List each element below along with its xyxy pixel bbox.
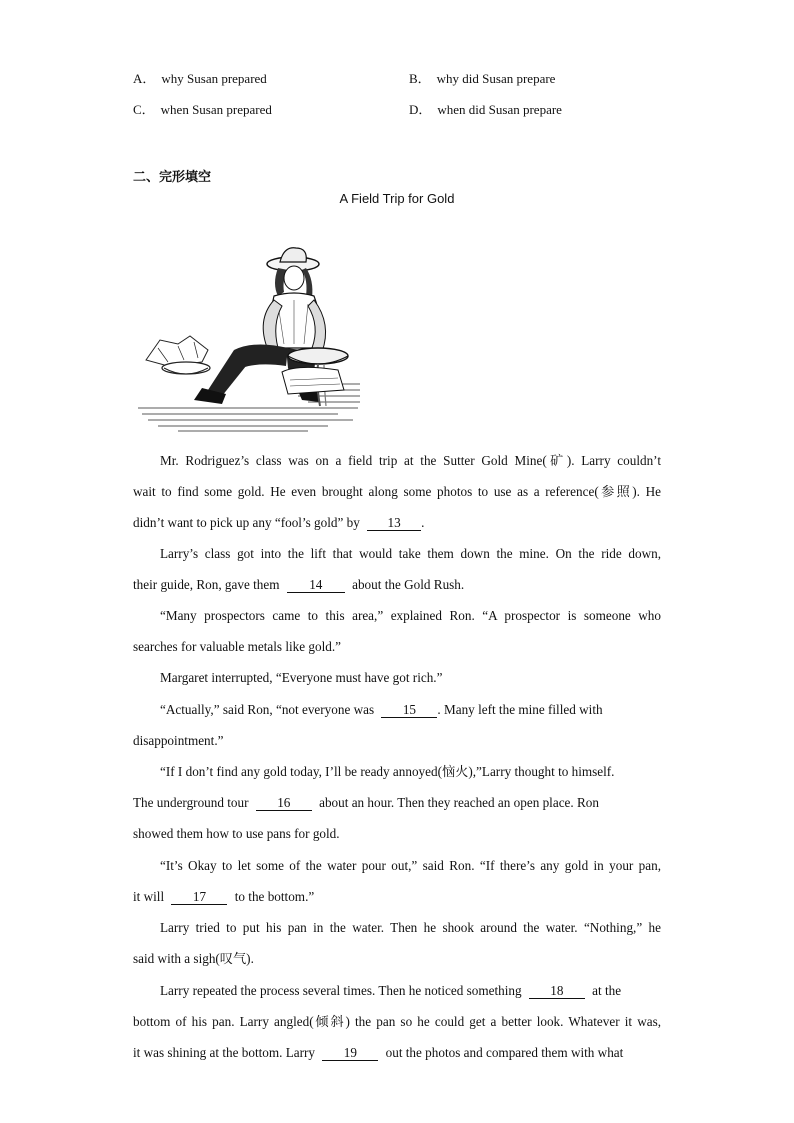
passage-line-20-text: it was shining at the bottom. Larry [133, 1045, 316, 1060]
option-c-text: when Susan prepared [160, 102, 272, 117]
option-a-letter: A． [133, 71, 156, 86]
blank-15[interactable]: 15 [381, 703, 437, 718]
passage-line-7: searches for valuable metals like gold.” [133, 639, 341, 654]
passage-line-9-end: . Many left the mine filled with [437, 702, 603, 717]
option-a-text: why Susan prepared [161, 71, 267, 86]
passage-line-10: disappointment.” [133, 733, 224, 748]
passage-line-1: Mr. Rodriguez’s class was on a field trip at the Sutter Gold Mine(矿). Larry couldn’t [160, 453, 661, 468]
passage-line-12 [133, 793, 661, 813]
passage-line-20-end: out the photos and compared them with what [385, 1045, 624, 1060]
passage-line-12-text: The underground tour [133, 795, 249, 810]
prospector-illustration [138, 240, 364, 436]
passage-line-9 [133, 700, 661, 720]
passage-line-18-end: at the [592, 983, 622, 998]
option-b-text: why did Susan prepare [436, 71, 556, 86]
passage-line-5 [133, 575, 661, 595]
passage-line-4: Larry’s class got into the lift that would take them down the mine. On the ride down, [160, 546, 661, 561]
passage-line-9-text: “Actually,” said Ron, “not everyone was [160, 702, 375, 717]
passage-line-3 [133, 513, 661, 533]
passage-line-3-end: . [421, 515, 425, 530]
prospector-drawing [138, 240, 364, 436]
option-c [133, 99, 272, 118]
passage-line-15-text: it will [133, 889, 165, 904]
passage-line-18-text: Larry repeated the process several times. Then he noticed something [160, 983, 522, 998]
passage-line-13: showed them how to use pans for gold. [133, 826, 340, 841]
passage-line-15-end: to the bottom.” [234, 889, 315, 904]
option-d [409, 99, 562, 118]
passage-line-18 [133, 981, 661, 1001]
passage-line-14: “It’s Okay to let some of the water pour out,” said Ron. “If there’s any gold in your pan, [160, 858, 661, 873]
passage-line-6: “Many prospectors came to this area,” explained Ron. “A prospector is someone who [160, 608, 661, 623]
passage-line-3-text: didn’t want to pick up any “fool’s gold” by [133, 515, 360, 530]
option-c-letter: C． [133, 102, 155, 117]
passage-line-17: said with a sigh(叹气). [133, 951, 254, 966]
passage-line-5-end: about the Gold Rush. [352, 577, 465, 592]
blank-16[interactable]: 16 [256, 796, 312, 811]
blank-17[interactable]: 17 [171, 890, 227, 905]
blank-19[interactable]: 19 [322, 1046, 378, 1061]
option-b [409, 68, 555, 87]
passage-line-15 [133, 887, 661, 907]
option-a [133, 68, 267, 87]
section-heading: 二、完形填空 [133, 170, 212, 185]
passage-line-12-end: about an hour. Then they reached an open place. Ron [319, 795, 599, 810]
passage-line-5-text: their guide, Ron, gave them [133, 577, 280, 592]
option-d-text: when did Susan prepare [437, 102, 562, 117]
blank-14[interactable]: 14 [287, 578, 345, 593]
passage-line-20 [133, 1043, 661, 1063]
option-d-letter: D． [409, 102, 432, 117]
blank-13[interactable]: 13 [367, 516, 421, 531]
passage-line-2: wait to find some gold. He even brought along some photos to use as a reference(参照). He [133, 484, 661, 499]
option-b-letter: B． [409, 71, 431, 86]
passage-title: A Field Trip for Gold [339, 191, 455, 206]
passage-line-8: Margaret interrupted, “Everyone must have got rich.” [160, 670, 443, 685]
passage-line-19: bottom of his pan. Larry angled(倾斜) the pan so he could get a better look. Whatever it was, [133, 1014, 661, 1029]
passage-line-11: “If I don’t find any gold today, I’ll be ready annoyed(恼火),”Larry thought to himself. [160, 764, 615, 779]
passage-line-16: Larry tried to put his pan in the water. Then he shook around the water. “Nothing,” he [160, 920, 661, 935]
blank-18[interactable]: 18 [529, 984, 585, 999]
